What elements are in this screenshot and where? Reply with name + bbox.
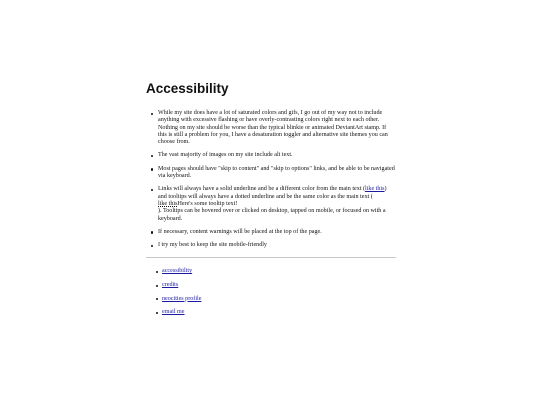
footer-nav [146,268,396,316]
example-tooltip-trigger[interactable]: like this [158,200,178,207]
list-item-text: The vast majority of images on my site include alt text. [158,152,293,159]
tooltip-content: Here's some tooltip text! [177,200,238,207]
list-item [158,166,396,181]
accessibility-info-list [146,110,396,249]
main-content [146,80,396,323]
list-item [158,242,396,249]
list-item [158,229,396,236]
nav-item [162,282,396,289]
list-item-text: Most pages should have "skip to content" and "skip to options" links, and be able to be navigated via keyboard. [158,165,395,180]
nav-link-neocities-profile[interactable]: neocities profile [162,295,202,302]
list-item-text: If necessary, content warnings will be placed at the top of the page. [158,228,322,235]
list-item-text: ). Tooltips can be hovered over or clicked on desktop, tapped on mobile, or focused on with a keyboard. [158,208,386,222]
nav-link-accessibility[interactable]: accessibility [162,268,193,275]
list-item-text: ) and tooltips will always have a dotted underline and be the same color as the main text ( [158,186,387,200]
divider [146,257,396,258]
nav-link-credits[interactable]: credits [162,282,179,289]
nav-item [162,268,396,275]
nav-item [162,296,396,303]
page-title: Accessibility [146,81,229,96]
list-item [158,186,396,222]
nav-item [162,309,396,316]
list-item-text: Links will always have a solid underline and be a different color from the main text ( [158,186,366,193]
list-item [158,152,396,159]
example-link[interactable]: like this [365,186,385,193]
list-item-text: I try my best to keep the site mobile-friendly [158,242,267,249]
list-item [158,110,396,146]
nav-link-email-me[interactable]: email me [162,309,185,316]
list-item-text: While my site does have a lot of saturated colors and gifs, I go out of my way not to include anything with excessive flashing or have overly-contrasting colors right next to each other. Nothing on my site should be worse than the typical blinkie or animated DeviantArt stamp. If this is still a problem for you, I have a desaturation toggler and alternative site themes you can choose from. [158,110,388,146]
